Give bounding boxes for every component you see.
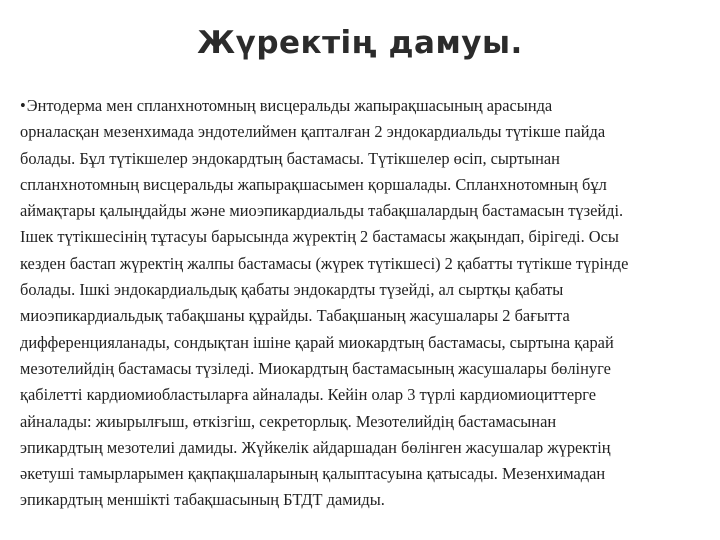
bullet-icon: • [20, 96, 26, 115]
text-line: мезотелийдің бастамасы түзіледі. Миокардтың бастамасының жасушалары бөлінуге [20, 358, 611, 378]
text-line [20, 93, 710, 119]
text-line: миоэпикардиальдық табақшаны құрайды. Табақшаның жасушалары 2 бағытта [20, 306, 570, 326]
slide-body-text [20, 93, 710, 514]
text-line: болады. Ішкі эндокардиальдық қабаты эндокардты түзейді, ал сыртқы қабаты [20, 280, 564, 300]
text-line: болады. Бұл түтікшелер эндокардтың бастамасы. Түтікшелер өсіп, сыртынан [20, 148, 560, 168]
text-line: әкетуші тамырларымен қақпақшаларының қалыптасуына қатысады. Мезенхимадан [20, 464, 606, 484]
text-line: қабілетті кардиомиобластыларға айналады. Кейін олар 3 түрлі кардиомиоциттерге [20, 385, 597, 405]
text-line: эпикардтың меншікті табақшасының БТДТ дамиды. [20, 490, 385, 510]
text-line: эпикардтың мезотелиі дамиды. Жүйкелік айдаршадан бөлінген жасушалар жүректің [20, 437, 611, 457]
text-line: айналады: жиырылғыш, өткізгіш, секреторлық. Мезотелийдің бастамасынан [20, 411, 557, 431]
text-line: аймақтары қалыңдайды және миоэпикардиальды табақшалардың бастамасын түзейді. [20, 201, 624, 221]
text-line-content: Энтодерма мен спланхнотомның висцеральды жапырақшасының арасында [26, 96, 553, 115]
text-line: Ішек түтікшесінің тұтасуы барысында жүректің 2 бастамасы жақындап, бірігеді. Осы [20, 227, 619, 247]
text-line: кезден бастап жүректің жалпы бастамасы (жүрек түтікшесі) 2 қабатты түтікше түрінде [20, 253, 629, 273]
text-line: спланхнотомның висцеральды жапырақшасымен қоршалады. Спланхнотомның бұл [20, 174, 607, 194]
text-line: дифференцияланады, сондықтан ішіне қарай миокардтың бастамасы, сыртына қарай [20, 332, 614, 352]
slide-title: Жүректің дамуы. [197, 25, 523, 61]
text-line: орналасқан мезенхимада эндотелиймен қапталған 2 эндокардиальды түтікше пайда [20, 122, 606, 142]
